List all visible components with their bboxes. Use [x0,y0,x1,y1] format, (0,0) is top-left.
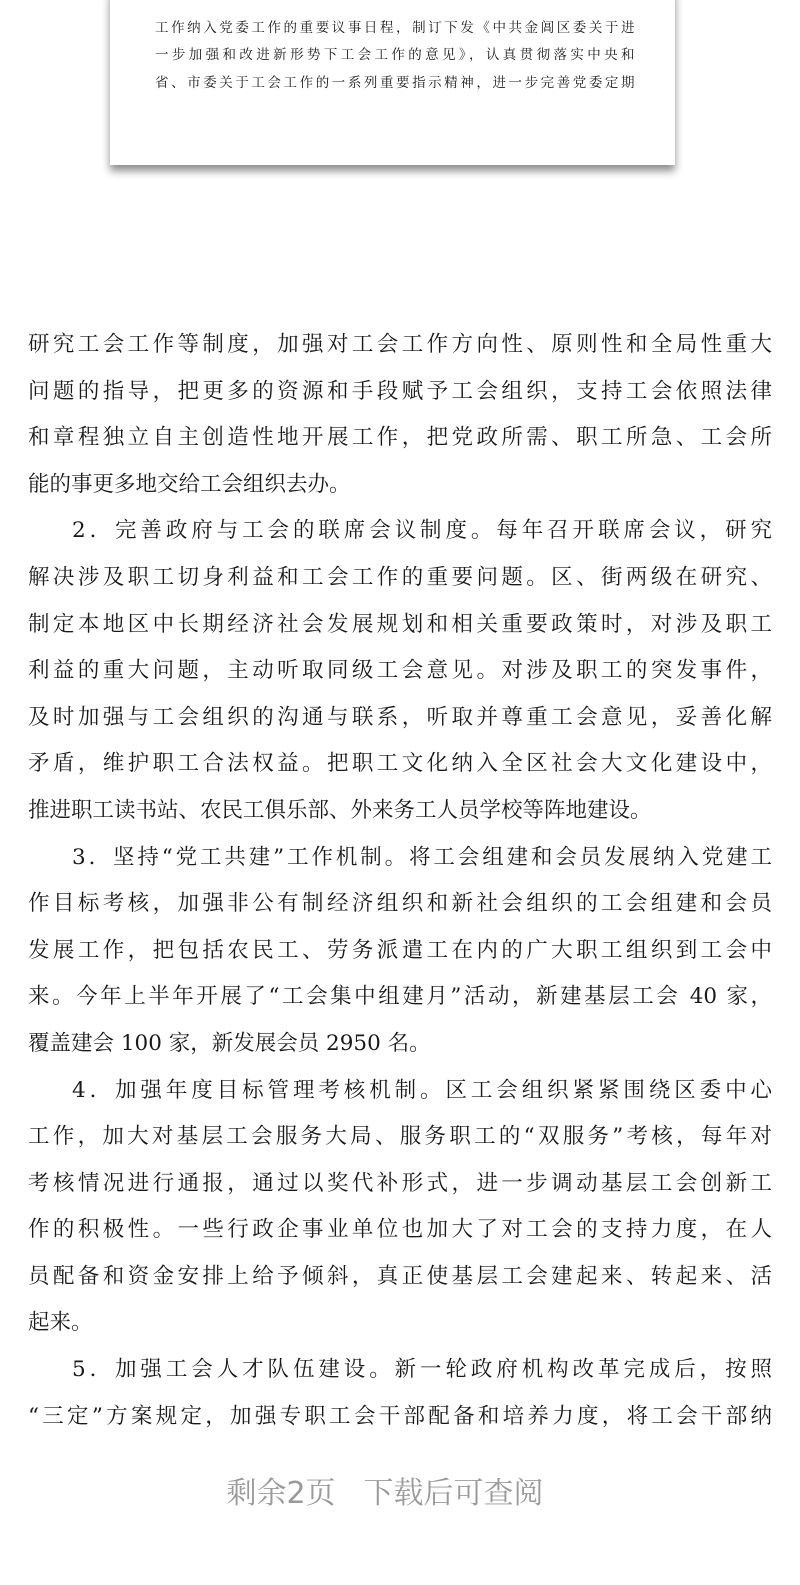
body-line: 利益的重大问题，主动听取同级工会意见。对涉及职工的突发事件， [28,658,772,684]
body-line: 能的事更多地交给工会组织去办。 [28,471,351,497]
body-line: 推进职工读书站、农民工俱乐部、外来务工人员学校等阵地建设。 [28,797,652,823]
download-prompt[interactable] [0,1468,770,1512]
body-line: 考核情况进行通报，通过以奖代补形式，进一步调动基层工会创新工 [28,1170,772,1196]
body-line: 来。今年上半年开展了“工会集中组建月”活动，新建基层工会 40 家， [28,984,772,1010]
body-line: 5．加强工会人才队伍建设。新一轮政府机构改革完成后，按照 [72,1357,772,1383]
body-line: 员配备和资金安排上给予倾斜，真正使基层工会建起来、转起来、活 [28,1263,772,1289]
card-line: 一步加强和改进新形势下工会工作的意见》，认真贯彻落实中央和 [155,47,635,63]
body-line: “三定”方案规定，加强专职工会干部配备和培养力度，将工会干部纳 [28,1403,772,1429]
body-line: 4．加强年度目标管理考核机制。区工会组织紧紧围绕区委中心 [72,1077,772,1103]
body-line: 工作，加大对基层工会服务大局、服务职工的“双服务”考核，每年对 [28,1124,772,1150]
body-line: 2．完善政府与工会的联席会议制度。每年召开联席会议，研究 [72,518,772,544]
body-line: 作目标考核，加强非公有制经济组织和新社会组织的工会组建和会员 [28,891,772,917]
body-line: 发展工作，把包括农民工、劳务派遣工在内的广大职工组织到工会中 [28,937,772,963]
document-body [28,322,772,1440]
download-hint-label: 下载后可查阅 [363,1476,544,1511]
body-line: 研究工会工作等制度，加强对工会工作方向性、原则性和全局性重大 [28,332,772,357]
body-line: 起来。 [28,1310,93,1336]
body-line: 问题的指导，把更多的资源和手段赋予工会组织，支持工会依照法律 [28,378,772,404]
remaining-pages-label: 剩余2页 [226,1476,336,1511]
body-line: 及时加强与工会组织的沟通与联系，听取并尊重工会意见，妥善化解 [28,704,772,730]
body-line: 矛盾，维护职工合法权益。把职工文化纳入全区社会大文化建设中， [28,751,772,777]
card-line: 工作纳入党委工作的重要议事日程，制订下发《中共金阊区委关于进 [155,20,635,36]
card-line: 省、市委关于工会工作的一系列重要指示精神，进一步完善党委定期 [155,75,635,91]
body-line: 解决涉及职工切身利益和工会工作的重要问题。区、街两级在研究、 [28,564,772,590]
body-line: 和章程独立自主创造性地开展工作，把党政所需、职工所急、工会所 [28,425,772,451]
preview-page-card [110,0,675,165]
body-line: 3．坚持“党工共建”工作机制。将工会组建和会员发展纳入党建工 [72,844,772,870]
body-line: 作的积极性。一些行政企事业单位也加大了对工会的支持力度，在人 [28,1217,772,1243]
body-line: 覆盖建会 100 家，新发展会员 2950 名。 [28,1030,431,1056]
body-line: 制定本地区中长期经济社会发展规划和相关重要政策时，对涉及职工 [28,611,772,637]
